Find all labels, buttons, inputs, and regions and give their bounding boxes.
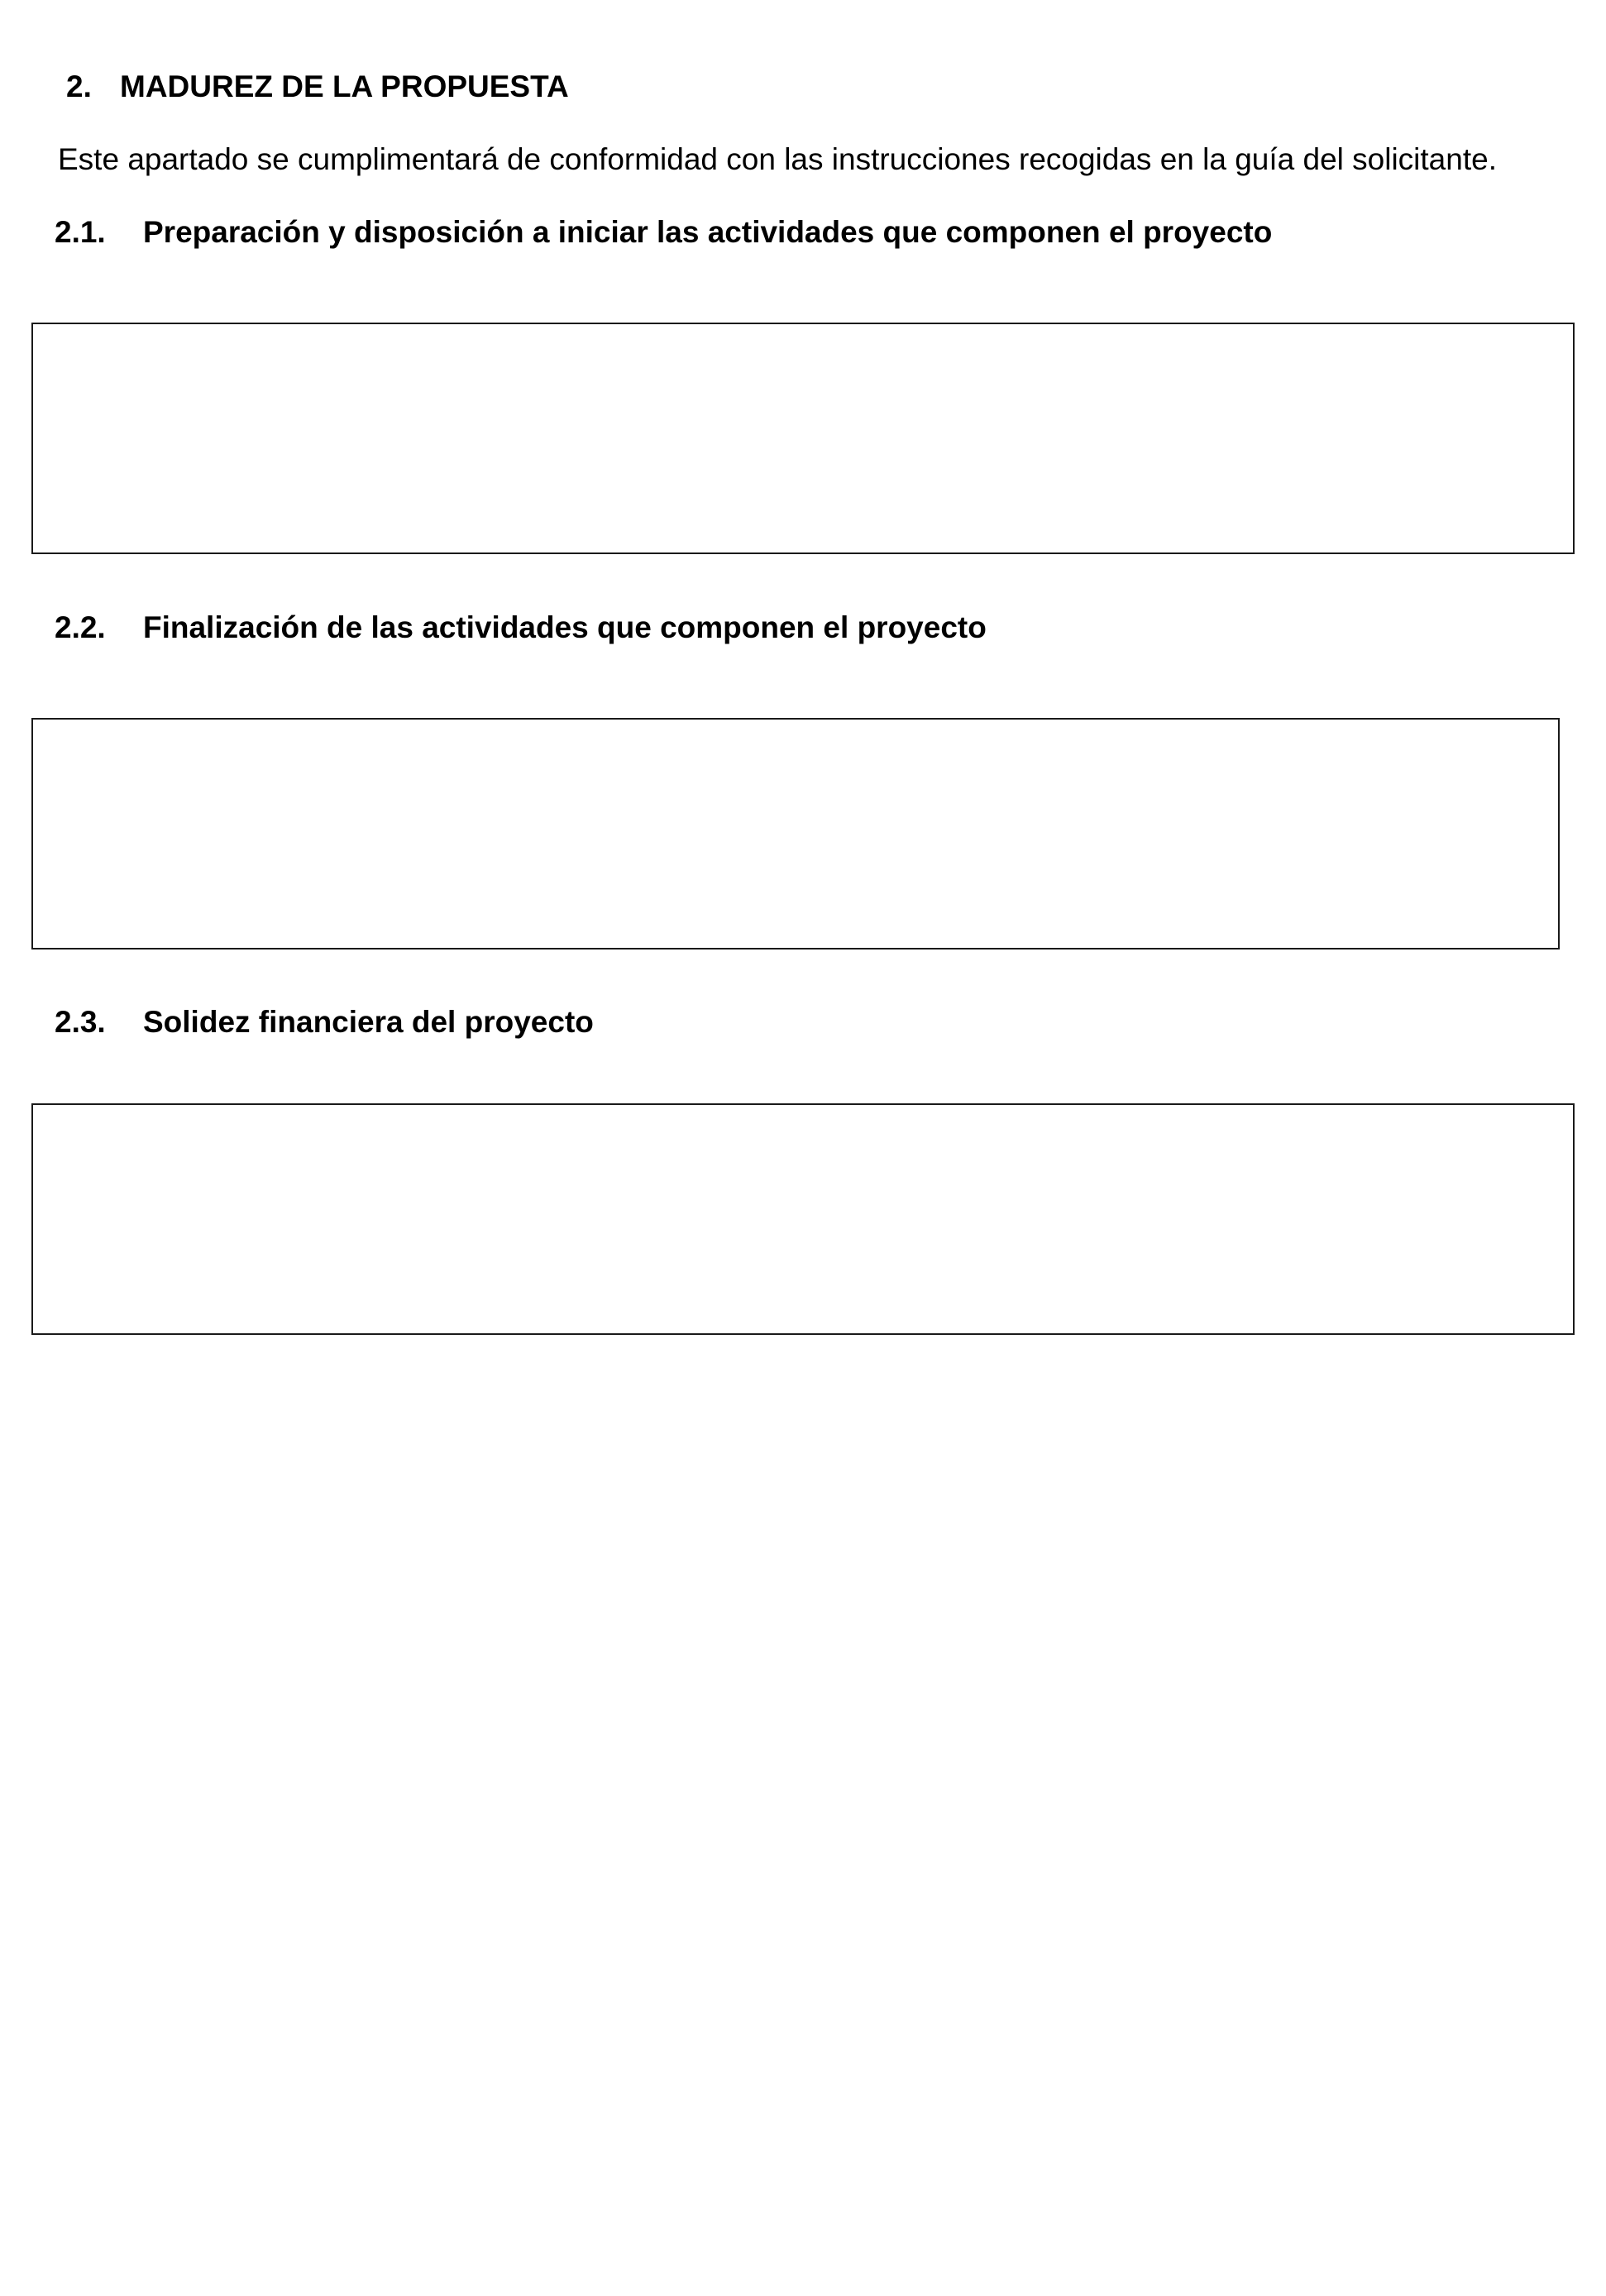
subsection-title: Preparación y disposición a iniciar las actividades que componen el proyecto (143, 215, 1273, 249)
subsection-title: Finalización de las actividades que componen el proyecto (143, 610, 987, 644)
section-number: 2. (66, 69, 92, 103)
subsection-number: 2.1. (55, 215, 106, 249)
subsection-number: 2.3. (55, 1005, 106, 1039)
subsection-heading-2-3 (55, 1004, 1460, 1040)
subsection-title: Solidez financiera del proyecto (143, 1005, 594, 1039)
subsection-heading-2-2 (55, 610, 1460, 646)
answer-box-2-1[interactable] (31, 323, 1575, 554)
subsection-number: 2.2. (55, 610, 106, 644)
answer-box-2-3[interactable] (31, 1103, 1575, 1335)
section-intro: Este apartado se cumplimentará de conformidad con las instrucciones recogidas en la guía del solicitante. (58, 142, 1497, 176)
answer-box-2-2[interactable] (31, 718, 1560, 949)
subsection-heading-2-1 (55, 214, 1460, 251)
section-heading (66, 69, 728, 105)
section-title: MADUREZ DE LA PROPUESTA (120, 69, 569, 103)
